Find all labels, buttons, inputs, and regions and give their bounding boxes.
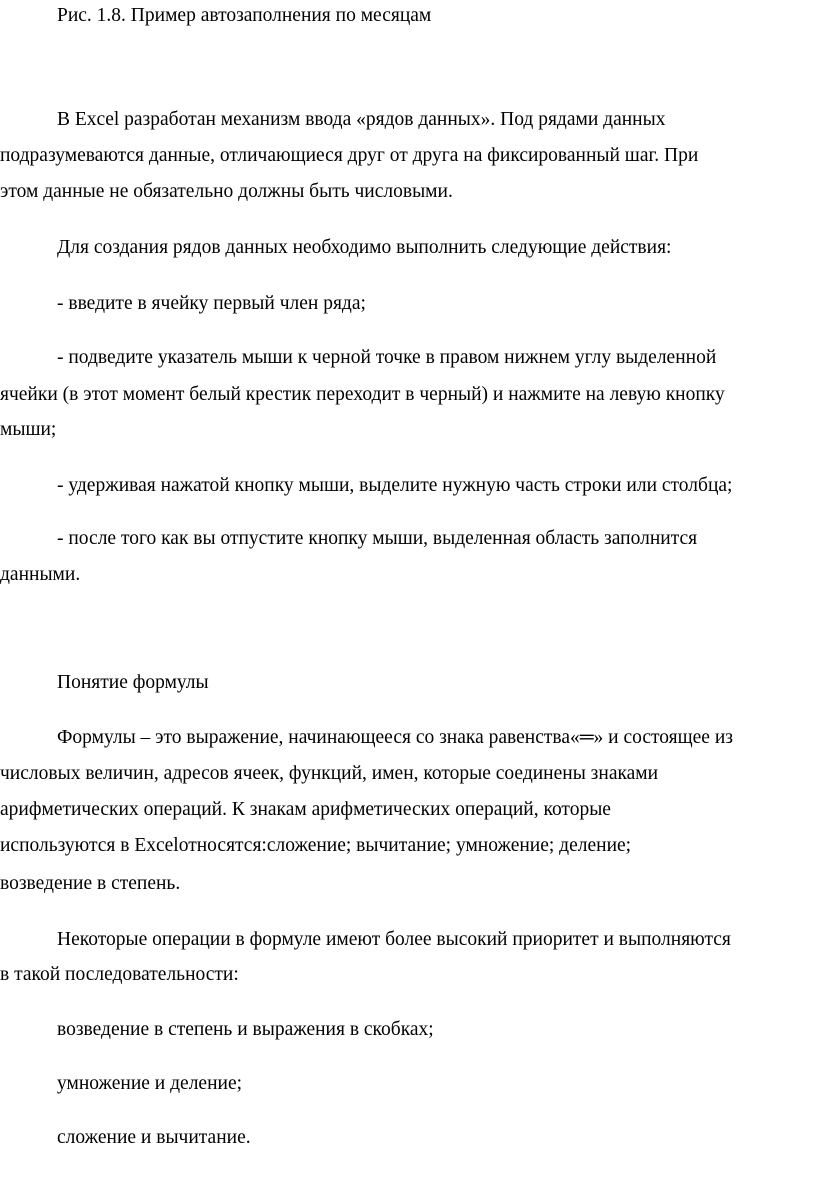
- list-item: - после того как вы отпустите кнопку мыши, выделенная область заполнится: [57, 528, 698, 549]
- paragraph-line: возведение в степень.: [0, 873, 181, 894]
- list-item: умножение и деление;: [57, 1073, 243, 1094]
- paragraph-line: В Excel разработан механизм ввода «рядов данных». Под рядами данных: [57, 109, 666, 130]
- list-item: - введите в ячейку первый член ряда;: [57, 293, 366, 314]
- paragraph-line: подразумеваются данные, отличающиеся друг от друга на фиксированный шаг. При: [0, 145, 699, 166]
- section-heading: Понятие формулы: [57, 672, 209, 693]
- paragraph-line: этом данные не обязательно должны быть числовыми.: [0, 181, 453, 202]
- paragraph-line: используются в Excelотносятся:сложение; вычитание; умножение; деление;: [0, 835, 632, 856]
- figure-caption: Рис. 1.8. Пример автозаполнения по месяцам: [57, 5, 432, 26]
- list-item: возведение в степень и выражения в скобках;: [57, 1019, 434, 1040]
- list-item: - удерживая нажатой кнопку мыши, выделите нужную часть строки или столбца;: [57, 475, 733, 496]
- list-item-continuation: ячейки (в этот момент белый крестик переходит в черный) и нажмите на левую кнопку: [0, 384, 725, 405]
- paragraph-line: Некоторые операции в формуле имеют более высокий приоритет и выполняются: [57, 929, 731, 950]
- paragraph-line: числовых величин, адресов ячеек, функций, имен, которые соединены знаками: [0, 763, 659, 784]
- paragraph-line: арифметических операций. К знакам арифметических операций, которые: [0, 799, 611, 820]
- paragraph-line: Для создания рядов данных необходимо выполнить следующие действия:: [57, 237, 672, 258]
- paragraph-line: Формулы – это выражение, начинающееся со знака равенства«═» и состоящее из: [57, 727, 733, 748]
- list-item-continuation: мыши;: [0, 419, 57, 440]
- list-item: - подведите указатель мыши к черной точке в правом нижнем углу выделенной: [57, 347, 717, 368]
- list-item: сложение и вычитание.: [57, 1127, 251, 1148]
- paragraph-line: в такой последовательности:: [0, 964, 239, 985]
- list-item-continuation: данными.: [0, 564, 81, 585]
